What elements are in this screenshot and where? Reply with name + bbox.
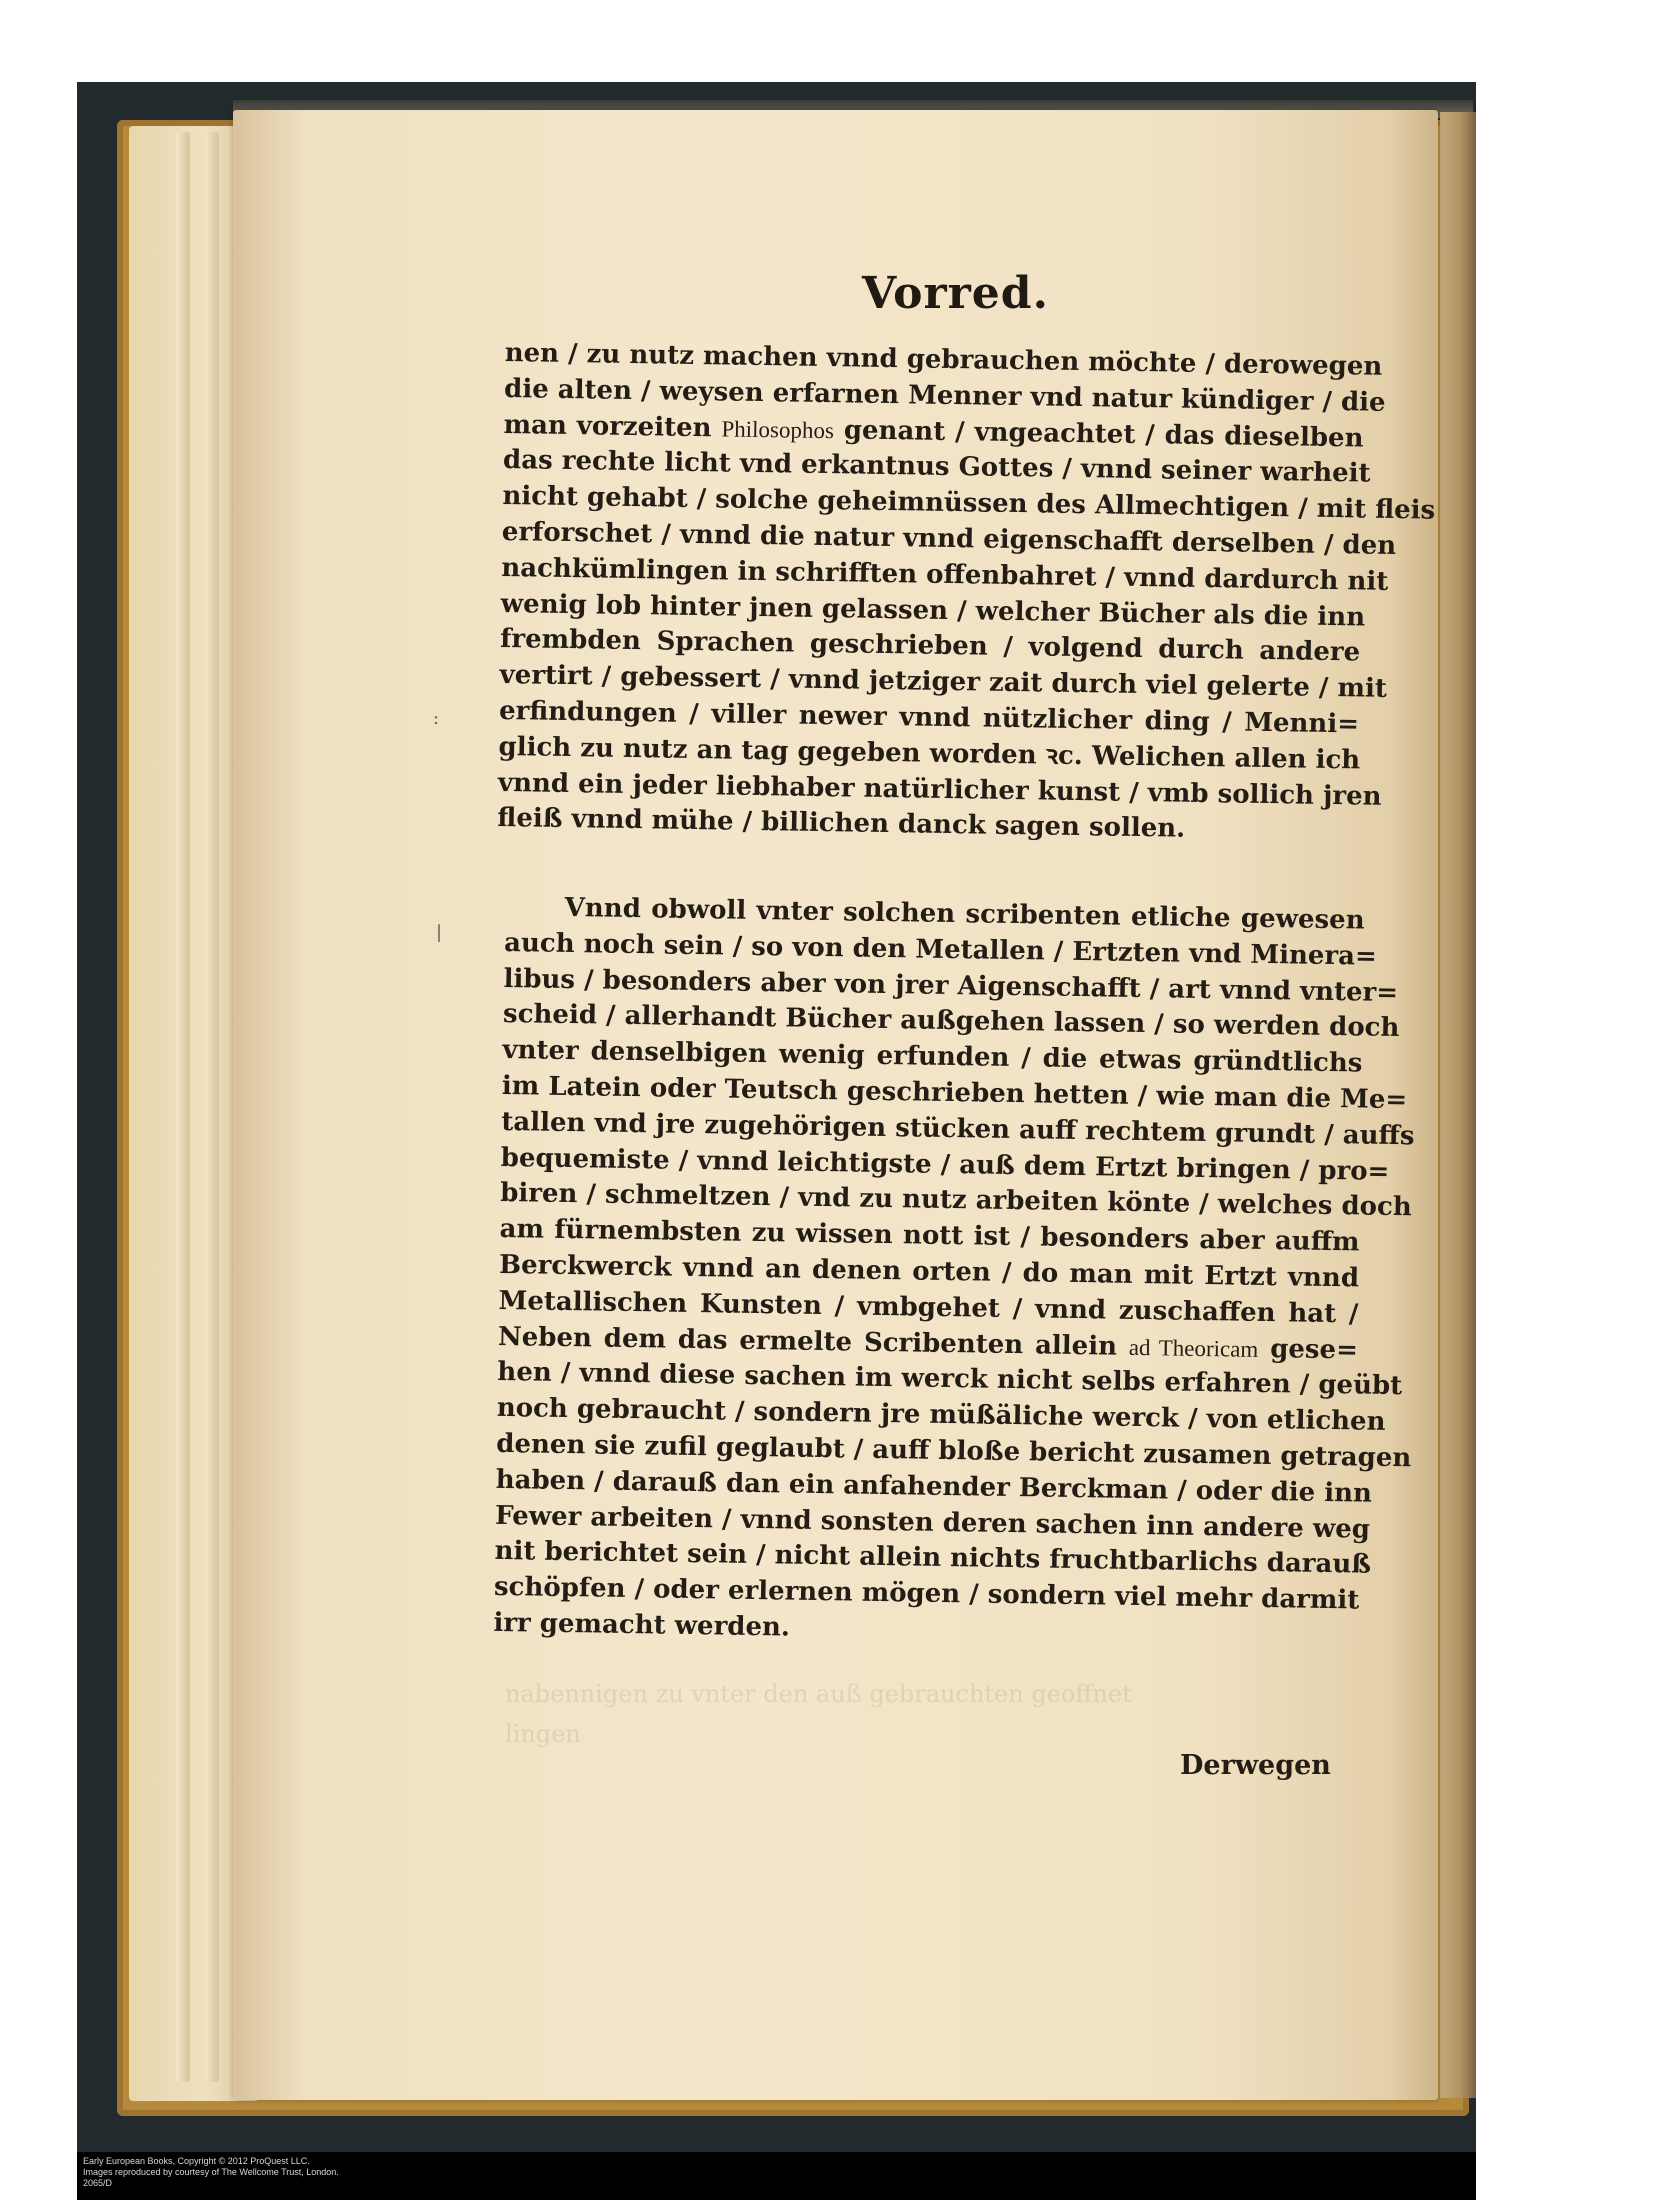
page-stack-edge bbox=[205, 132, 219, 2082]
text-line: Berckwerck vnnd an denen orten / do man mit Ertzt vnnd bbox=[498, 1249, 1360, 1294]
paragraph-1 bbox=[497, 336, 1436, 851]
text-line: erfindungen / viller newer vnnd nützlicher ding / Menni= bbox=[498, 695, 1360, 740]
text-line: erforschet / vnnd die natur vnnd eigenschafft derselben / den bbox=[501, 516, 1397, 562]
text-line: im Latein oder Teutsch geschrieben hetten / wie man die Me= bbox=[501, 1070, 1408, 1116]
text-line: bequemiste / vnnd leichtigste / auß dem Ertzt bringen / pro= bbox=[500, 1142, 1390, 1187]
text-line: tallen vnd jre zugehörigen stücken auff rechtem grundt / auffs bbox=[501, 1106, 1415, 1152]
catchword: Derwegen bbox=[1180, 1750, 1331, 1781]
text-line: libus / besonders aber von jrer Aigenschafft / art vnnd vnter= bbox=[503, 963, 1399, 1008]
text-line: nicht gehabt / solche geheimnüssen des Allmechtigen / mit fleis bbox=[502, 481, 1436, 526]
page-stack-edge bbox=[176, 132, 190, 2082]
text-line: schöpfen / oder erlernen mögen / sondern viel mehr darmit bbox=[493, 1572, 1360, 1616]
text-line: nit berichtet sein / nicht allein nichts fruchtbarlichs darauß bbox=[494, 1536, 1372, 1581]
text-line: biren / schmeltzen / vnd zu nutz arbeiten könte / welches doch bbox=[499, 1178, 1412, 1223]
text-line: hen / vnnd diese sachen im werck nicht selbs erfahren / geübt bbox=[497, 1357, 1403, 1402]
page-header: Vorred. bbox=[862, 268, 1049, 319]
bleed-through-text: lingen bbox=[505, 1720, 581, 1748]
footer-line-2: Images reproduced by courtesy of The Wellcome Trust, London. bbox=[83, 2167, 339, 2177]
text-fragment: gese= bbox=[1258, 1333, 1359, 1366]
latin-term: ad Theoricam bbox=[1128, 1334, 1259, 1362]
text-fragment: Neben dem das ermelte Scribenten allein bbox=[497, 1321, 1130, 1362]
bleed-through-text: nabennigen zu vnter den auß gebrauchten geoffnet bbox=[505, 1680, 1132, 1708]
text-line: noch gebraucht / sondern jre müßäliche werck / von etlichen bbox=[496, 1393, 1386, 1438]
text-line: Vnnd obwoll vnter solchen scribenten etliche gewesen bbox=[564, 892, 1365, 936]
text-line: Metallischen Kunsten / vmbgehet / vnnd zuschaffen hat / bbox=[498, 1285, 1359, 1330]
text-line: vnter denselbigen wenig erfunden / die etwas gründtlichs bbox=[502, 1035, 1363, 1079]
text-line: irr gemacht werden. bbox=[493, 1607, 791, 1643]
footer-line-3: 2065/D bbox=[83, 2178, 113, 2188]
text-line: die alten / weysen erfarnen Menner vnd natur kündiger / die bbox=[503, 373, 1386, 418]
text-line: am fürnembsten zu wissen nott ist / besonders aber auffm bbox=[499, 1214, 1360, 1258]
paragraph-2 bbox=[493, 890, 1415, 1655]
text-line: wenig lob hinter jnen gelassen / welcher Bücher als die inn bbox=[500, 588, 1366, 633]
margin-mark: : bbox=[433, 708, 440, 729]
text-line: auch noch sein / so von den Metallen / Ertzten vnd Minera= bbox=[503, 927, 1378, 972]
footer-line-1: Early European Books, Copyright © 2012 ProQuest LLC. bbox=[83, 2156, 310, 2166]
text-line: nen / zu nutz machen vnnd gebrauchen möchte / derowegen bbox=[504, 337, 1383, 382]
text-line: denen sie zufil geglaubt / auff bloße bericht zusamen getragen bbox=[496, 1428, 1412, 1474]
text-line: fleiß vnnd mühe / billichen danck sagen sollen. bbox=[497, 803, 1186, 845]
text-line: vnnd ein jeder liebhaber natürlicher kunst / vmb sollich jren bbox=[497, 767, 1382, 812]
text-fragment: man vorzeiten bbox=[503, 409, 722, 444]
margin-mark: | bbox=[436, 922, 443, 943]
text-line: glich zu nutz an tag gegeben worden ꝛc. Welichen allen ich bbox=[498, 731, 1361, 776]
text-line: Fewer arbeiten / vnnd sonsten deren sachen inn andere weg bbox=[494, 1500, 1371, 1545]
text-line: vertirt / gebessert / vnnd jetziger zait durch viel gelerte / mit bbox=[499, 660, 1388, 705]
text-line: haben / darauß dan ein anfahender Berckman / oder die inn bbox=[495, 1464, 1373, 1509]
book-fore-edge bbox=[1440, 112, 1476, 2098]
text-line: das rechte licht vnd erkantnus Gottes / vnnd seiner warheit bbox=[502, 445, 1371, 490]
copyright-footer bbox=[77, 2152, 1476, 2200]
text-line: nachkümlingen in schrifften offenbahret / vnnd dardurch nit bbox=[501, 552, 1389, 597]
text-line: scheid / allerhandt Bücher außgehen lassen / so werden doch bbox=[502, 999, 1400, 1044]
text-fragment: genant / vngeachtet / das dieselben bbox=[833, 414, 1364, 454]
latin-term: Philosophos bbox=[721, 416, 835, 443]
text-line: frembden Sprachen geschrieben / volgend durch andere bbox=[499, 624, 1361, 668]
